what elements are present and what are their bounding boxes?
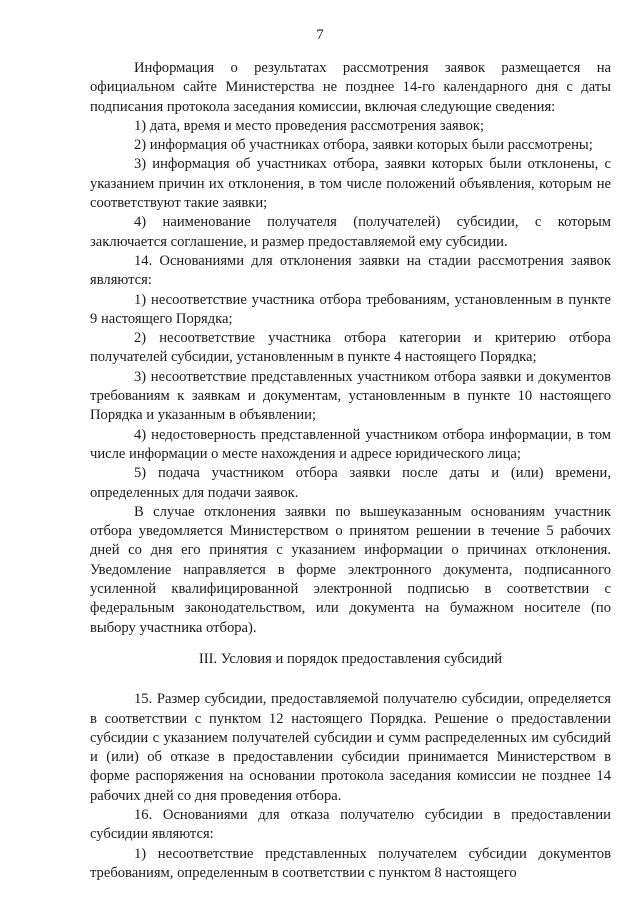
paragraph-results-info: Информация о результатах рассмотрения заявок размещается на официальном сайте Министерства не позднее 14-го календарного дня с даты подписания протокола заседания комиссии, включая следующие сведения:	[90, 60, 611, 115]
list-item-rejected-participants: 3) информация об участниках отбора, заявки которых были отклонены, с указанием причин их отклонения, в том числе положений объявления, которым не соответствуют такие заявки;	[90, 156, 611, 212]
page-number: 7	[316, 27, 324, 43]
paragraph-rejection-grounds: 14. Основаниями для отклонения заявки на стадии рассмотрения заявок являются:	[90, 252, 611, 289]
list-item-ground-3: 3) несоответствие представленных участником отбора заявки и документов требованиям к заявкам и документам, установленным в пункте 10 настоящего Порядка и указанным в объявлении;	[90, 368, 611, 424]
paragraph-refusal-grounds: 16. Основаниями для отказа получателю субсидии в предоставлении субсидии являются:	[90, 806, 611, 843]
list-item-ground-4: 4) недостоверность представленной участником отбора информации, в том числе информации о месте нахождения и адресе юридического лица;	[90, 426, 611, 462]
list-item-ground-1: 1) несоответствие участника отбора требованиям, установленным в пункте 9 настоящего Порядка;	[90, 291, 611, 327]
paragraph-rejection-notice: В случае отклонения заявки по вышеуказанным основаниям участник отбора уведомляется Министерством о принятом решении в течение 5 рабочих дней со дня его принятия с указанием информации о причинах отклонения. Уведомление направляется в форме электронного документа, подписанного усиленной квалифицированной электронной подписью в соответствии с федеральным законодательством, или документа на бумажном носителе (по выбору участника отбора).	[90, 503, 611, 636]
list-item-recipient-name: 4) наименование получателя (получателей) субсидии, с которым заключается соглашение, и размер предоставляемой ему субсидии.	[90, 214, 611, 250]
list-item-ground-5: 5) подача участником отбора заявки после даты и (или) времени, определенных для подачи заявок.	[90, 465, 611, 501]
list-item-refusal-1: 1) несоответствие представленных получателем субсидии документов требованиям, определенным в соответствии с пунктом 8 настоящего	[90, 845, 611, 881]
section-heading: III. Условия и порядок предоставления субсидий	[198, 650, 503, 667]
list-item-reviewed-participants: 2) информация об участниках отбора, заявки которых были рассмотрены;	[134, 137, 593, 154]
page-content	[90, 59, 611, 883]
list-item-date-time-place: 1) дата, время и место проведения рассмотрения заявок;	[134, 117, 485, 134]
paragraph-subsidy-amount: 15. Размер субсидии, предоставляемой получателю субсидии, определяется в соответствии с пунктом 12 настоящего Порядка. Решение о предоставлении субсидии с указанием получателей субсидии и сумм распределенных им субсидий и (или) об отказе в предоставлении субсидии принимается Министерством в форме распоряжения на основании протокола заседания комиссии не позднее 14 рабочих дней со дня проведения отбора.	[90, 691, 611, 804]
list-item-ground-2: 2) несоответствие участника отбора категории и критерию отбора получателей субсидии, установленным в пункте 4 настоящего Порядка;	[90, 330, 611, 366]
